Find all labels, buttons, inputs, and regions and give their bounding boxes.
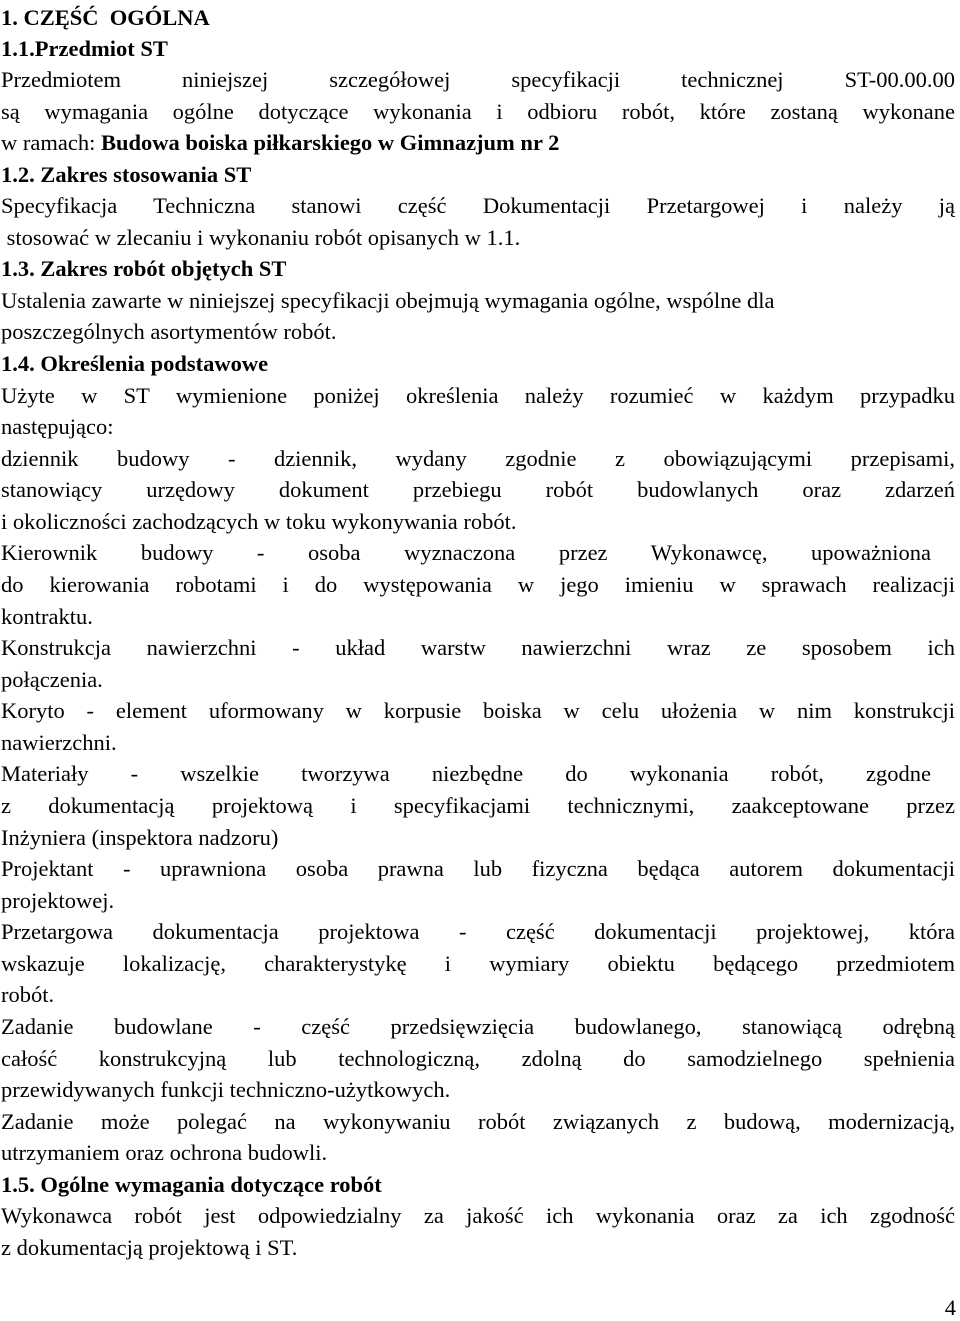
- s14-line: wskazuje lokalizację, charakterystykę i wymiary obiektu będącego przedmiotem: [1, 951, 955, 976]
- s14-line: projektowej.: [1, 888, 115, 913]
- s14-line: utrzymaniem oraz ochrona budowli.: [1, 1140, 328, 1165]
- s15-line-2: z dokumentacją projektową i ST.: [1, 1235, 298, 1260]
- s14-line: przewidywanych funkcji techniczno-użytkowych.: [1, 1077, 451, 1102]
- heading-1-2: 1.2. Zakres stosowania ST: [1, 162, 252, 187]
- s14-line: Użyte w ST wymienione poniżej określenia należy rozumieć w każdym przypadku: [1, 383, 955, 408]
- s14-line: Zadanie budowlane - część przedsięwzięcia budowlanego, stanowiącą odrębną: [1, 1014, 955, 1039]
- s14-line: stanowiący urzędowy dokument przebiegu robót budowlanych oraz zdarzeń: [1, 477, 955, 502]
- section-heading: [1, 2, 955, 34]
- heading-1-3: 1.3. Zakres robót objętych ST: [1, 256, 287, 281]
- s14-line: kontraktu.: [1, 604, 93, 629]
- s11-line-1: Przedmiotem niniejszej szczegółowej specyfikacji technicznej ST-00.00.00: [1, 67, 955, 92]
- section-title: CZĘŚĆ OGÓLNA: [23, 5, 210, 30]
- s14-line: Kierownik budowy - osoba wyznaczona przez Wykonawcę, upoważniona: [1, 540, 931, 565]
- s11-line-2: są wymagania ogólne dotyczące wykonania i odbioru robót, które zostaną wykonane: [1, 99, 955, 124]
- s14-line: połączenia.: [1, 667, 103, 692]
- s14-line: całość konstrukcyjną lub technologiczną, zdolną do samodzielnego spełnienia: [1, 1046, 955, 1071]
- s14-line: z dokumentacją projektową i specyfikacjami technicznymi, zaakceptowane przez: [1, 793, 955, 818]
- s14-line: i okoliczności zachodzących w toku wykonywania robót.: [1, 509, 517, 534]
- s14-line: dziennik budowy - dziennik, wydany zgodnie z obowiązującymi przepisami,: [1, 446, 955, 471]
- heading-1-4: 1.4. Określenia podstawowe: [1, 351, 269, 376]
- s13-line-2: poszczególnych asortymentów robót.: [1, 319, 337, 344]
- section-number: 1.: [1, 5, 18, 30]
- s12-line-1: Specyfikacja Techniczna stanowi część Dokumentacji Przetargowej i należy ją: [1, 193, 955, 218]
- s15-line-1: Wykonawca robót jest odpowiedzialny za jakość ich wykonania oraz za ich zgodność: [1, 1203, 955, 1228]
- s11-line-3-prefix: w ramach:: [1, 130, 101, 155]
- s12-line-2: stosować w zlecaniu i wykonaniu robót opisanych w 1.1.: [1, 225, 521, 250]
- project-name: Budowa boiska piłkarskiego w Gimnazjum nr 2: [100, 130, 560, 155]
- heading-1-1: 1.1.Przedmiot ST: [1, 36, 168, 61]
- s14-line: do kierowania robotami i do występowania w jego imieniu w sprawach realizacji: [1, 572, 955, 597]
- s14-line: Konstrukcja nawierzchni - układ warstw nawierzchni wraz ze sposobem ich: [1, 635, 955, 660]
- s14-line: Przetargowa dokumentacja projektowa - część dokumentacji projektowej, która: [1, 919, 955, 944]
- page-number: 4: [944, 1295, 956, 1320]
- s14-line: Inżyniera (inspektora nadzoru): [1, 825, 279, 850]
- s14-line: Zadanie może polegać na wykonywaniu robót związanych z budową, modernizacją,: [1, 1109, 955, 1134]
- heading-1-5: 1.5. Ogólne wymagania dotyczące robót: [1, 1172, 382, 1197]
- s11-line-3: [1, 127, 955, 159]
- s14-line: robót.: [1, 982, 55, 1007]
- s14-line: Koryto - element uformowany w korpusie boiska w celu ułożenia w nim konstrukcji: [1, 698, 955, 723]
- s14-line: Projektant - uprawniona osoba prawna lub fizyczna będąca autorem dokumentacji: [1, 856, 955, 881]
- s14-line: nawierzchni.: [1, 730, 117, 755]
- s14-line: Materiały - wszelkie tworzywa niezbędne do wykonania robót, zgodne: [1, 761, 931, 786]
- s13-line-1: Ustalenia zawarte w niniejszej specyfikacji obejmują wymagania ogólne, wspólne dla: [1, 288, 775, 313]
- s14-line: następująco:: [1, 414, 114, 439]
